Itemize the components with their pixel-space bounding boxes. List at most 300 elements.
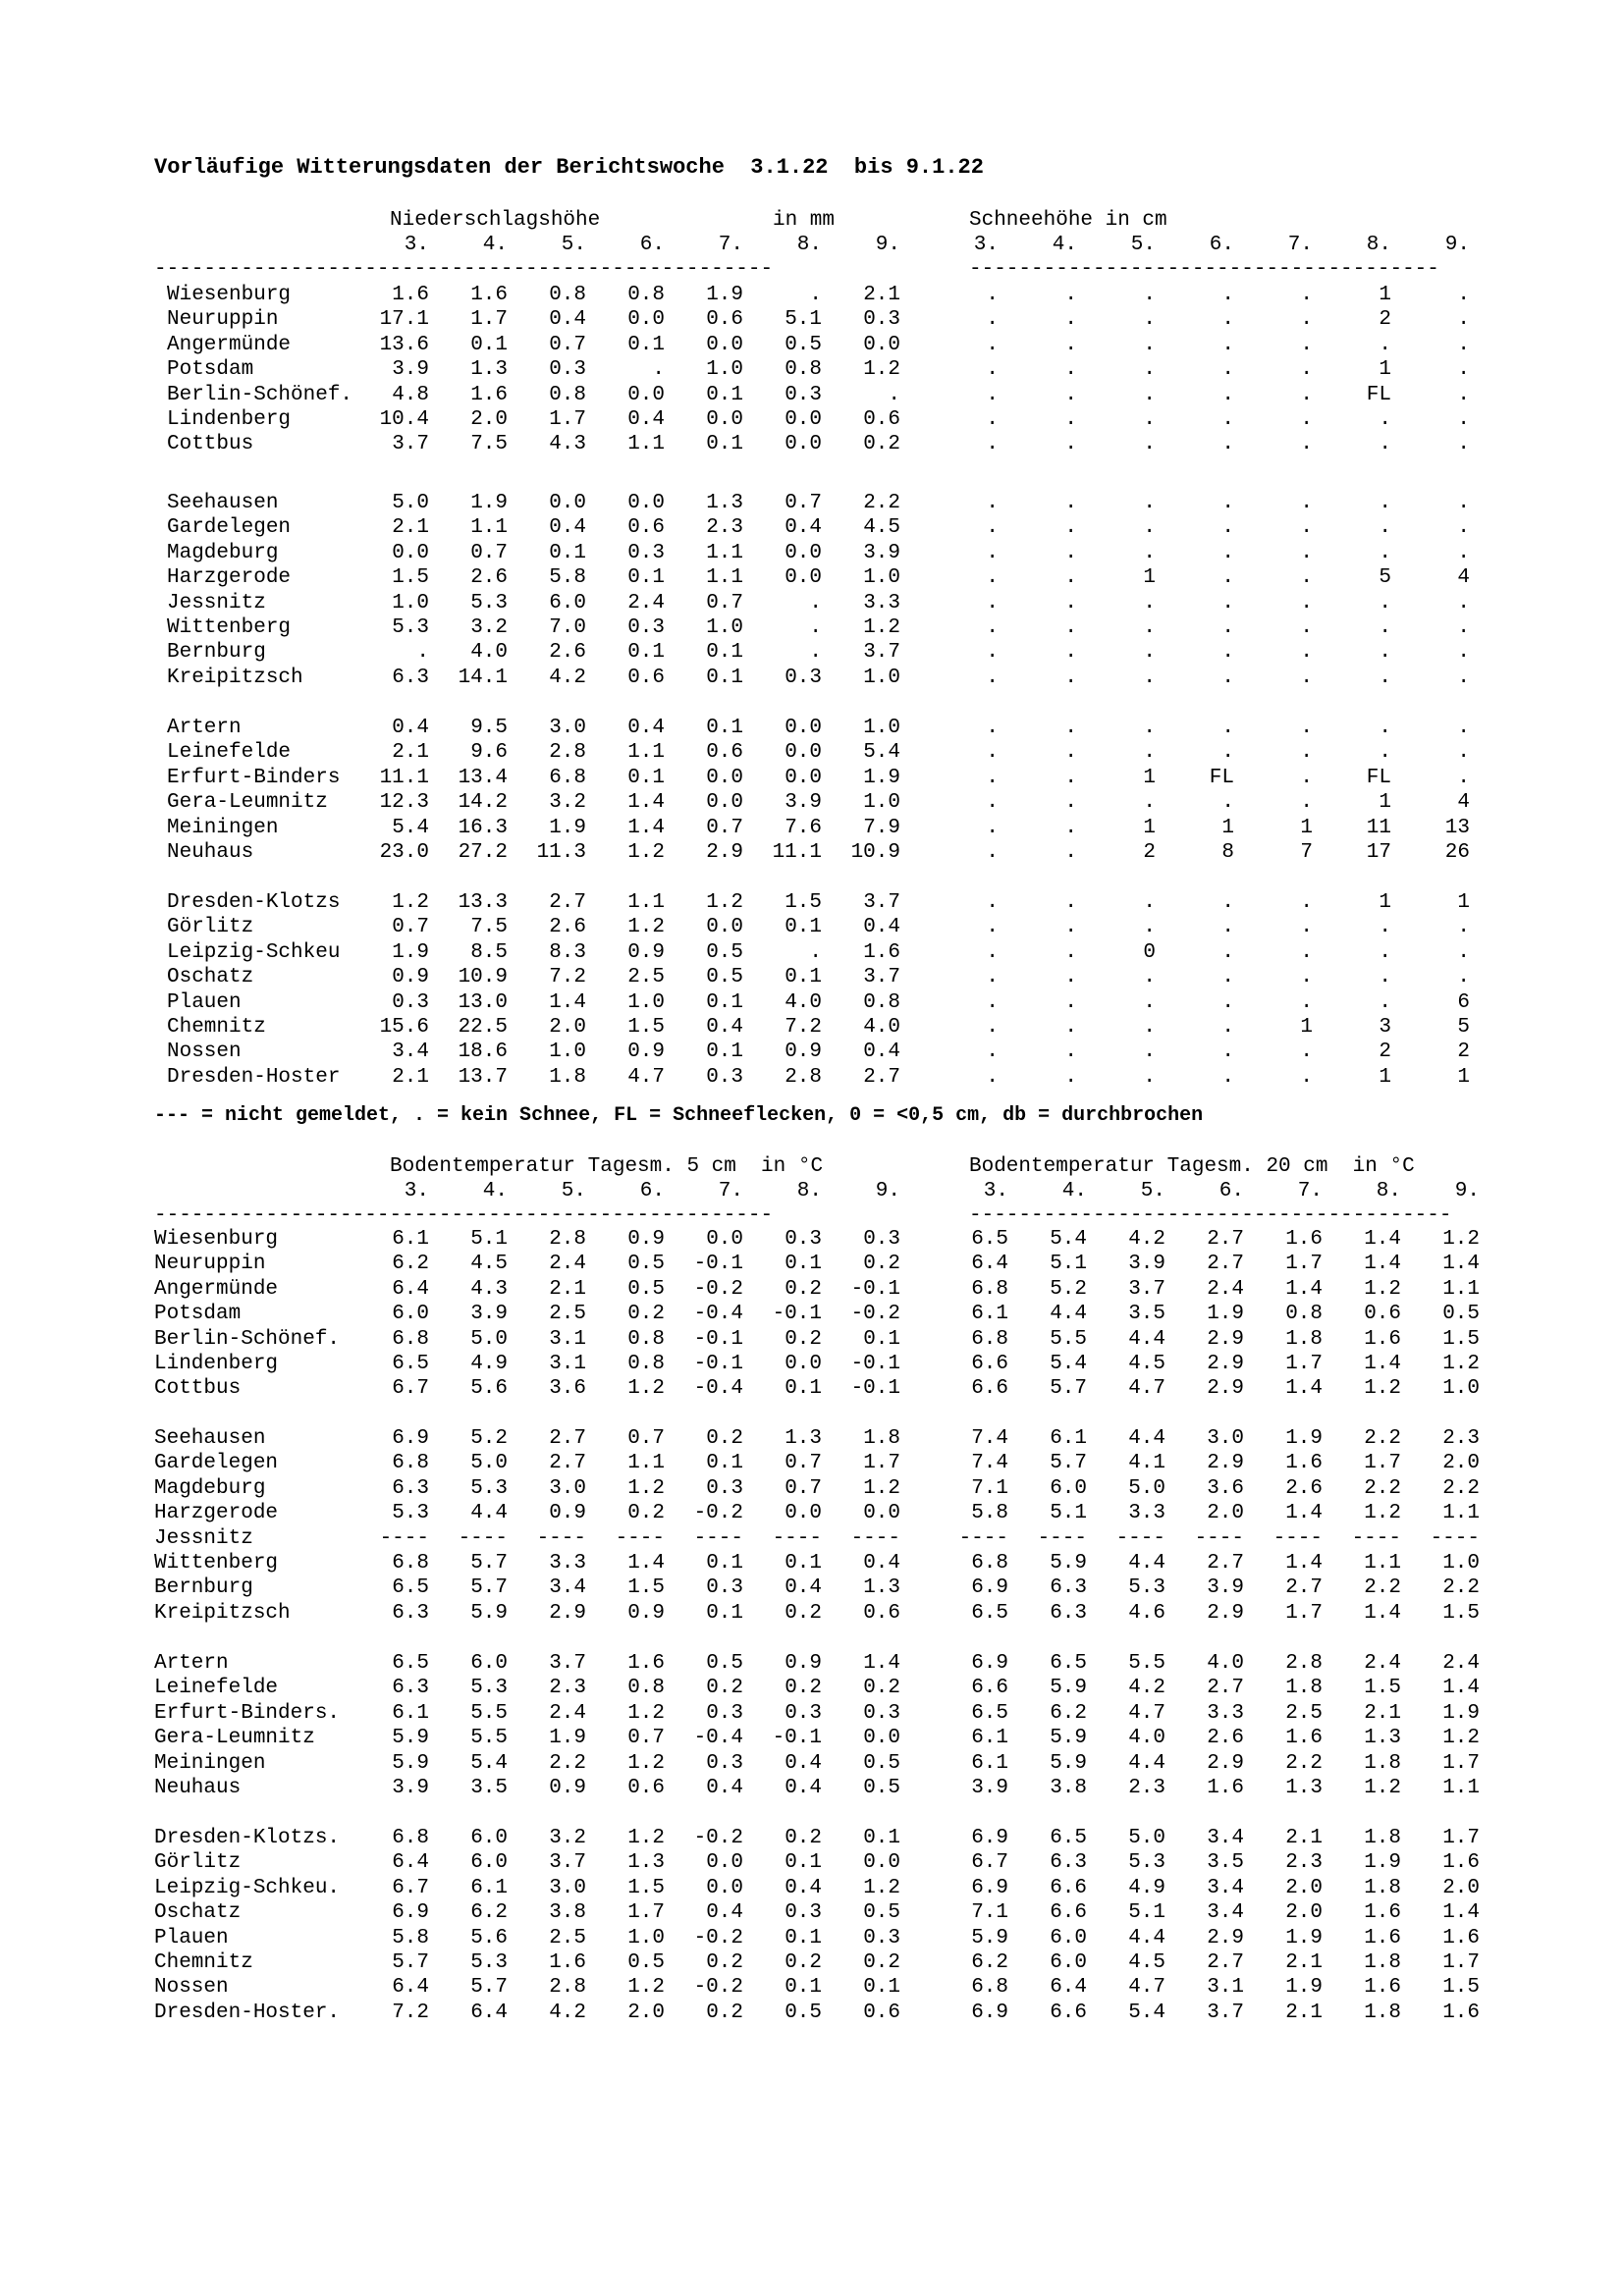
soil20-cell: 2.2	[1364, 1427, 1401, 1450]
precip-cell: 7.2	[549, 966, 586, 989]
soil5-cell: 0.2	[627, 1303, 665, 1326]
snow-cell: .	[1379, 333, 1391, 356]
soil5-cell: ----	[772, 1526, 822, 1550]
snow-cell: .	[986, 383, 999, 406]
soil5-cell: 5.9	[392, 1727, 429, 1750]
soil20-cell: ----	[1351, 1526, 1401, 1550]
soil5-cell: 5.6	[470, 1377, 508, 1401]
precip-cell: 1.9	[706, 284, 743, 306]
snow-cell: .	[1300, 1041, 1313, 1064]
soil20-cell: 1.4	[1442, 1253, 1480, 1276]
precip-cell: 10.9	[458, 966, 508, 989]
soil20-cell: 3.7	[1128, 1277, 1165, 1301]
precip-cell: 2.6	[549, 641, 586, 665]
precip-cell: 2.8	[785, 1065, 822, 1089]
soil5-cell: 4.9	[470, 1353, 508, 1375]
soil20-cell: 3.3	[1207, 1701, 1244, 1725]
snow-cell: .	[1300, 408, 1313, 431]
snow-cell: .	[986, 1016, 999, 1039]
soil5-cell: 0.3	[706, 1576, 743, 1600]
precip-cell: 2.6	[470, 566, 508, 590]
snow-cell: 1	[1457, 1065, 1470, 1089]
precip-cell: 0.4	[863, 916, 900, 939]
soil20-cell: 6.5	[971, 1701, 1008, 1725]
soil20-cell: 5.7	[1050, 1452, 1087, 1475]
precip-cell: 2.0	[549, 1016, 586, 1039]
station-name: Jessnitz	[167, 591, 266, 614]
snow-cell: .	[1379, 641, 1391, 665]
precip-cell: 1.5	[392, 566, 429, 590]
soil5-cell: 0.4	[706, 1901, 743, 1925]
snow-day-header: 6.	[1209, 234, 1234, 256]
snow-cell: .	[986, 541, 999, 564]
soil5-cell: 0.2	[785, 1327, 822, 1351]
snow-cell: .	[1300, 641, 1313, 665]
snow-cell: .	[1300, 358, 1313, 382]
soil5-cell: -0.4	[693, 1303, 743, 1326]
snow-cell: .	[1379, 408, 1391, 431]
soil5-cell: 3.7	[549, 1851, 586, 1875]
soil20-cell: 1.9	[1285, 1427, 1323, 1450]
soil20-cell: 2.1	[1364, 1701, 1401, 1725]
snow-cell: .	[986, 492, 999, 514]
snow-cell: .	[986, 566, 999, 590]
soil5-cell: 0.1	[706, 1552, 743, 1575]
soil5-cell: 5.3	[392, 1502, 429, 1525]
soil5-cell: 1.2	[627, 1751, 665, 1775]
snow-cell: 0	[1143, 940, 1156, 964]
soil5-cell: 6.5	[392, 1652, 429, 1675]
soil5-cell: 1.7	[627, 1901, 665, 1925]
soil5-cell: ----	[615, 1526, 665, 1550]
soil20-cell: 1.9	[1442, 1701, 1480, 1725]
soil20-cell: 4.4	[1128, 1751, 1165, 1775]
precip-cell: .	[888, 383, 900, 406]
snow-cell: .	[986, 841, 999, 864]
soil20-cell: 3.8	[1050, 1777, 1087, 1799]
soil20-cell: 1.6	[1285, 1452, 1323, 1475]
soil5-cell: 0.5	[706, 1652, 743, 1675]
soil5-cell: 2.4	[549, 1701, 586, 1725]
soil5-cell: 5.7	[470, 1576, 508, 1600]
soil5-cell: 1.3	[627, 1851, 665, 1875]
soil20-cell: 1.8	[1364, 1751, 1401, 1775]
soil20-cell: 5.9	[1050, 1751, 1087, 1775]
precip-cell: 0.4	[549, 516, 586, 540]
precip-cell: 1.2	[863, 358, 900, 382]
precip-cell: 1.6	[392, 284, 429, 306]
soil20-cell: 6.1	[971, 1727, 1008, 1750]
soil20-cell: 6.8	[971, 1552, 1008, 1575]
soil5-cell: 1.7	[863, 1452, 900, 1475]
soil20-cell: 2.4	[1442, 1652, 1480, 1675]
soil5-cell: 1.2	[863, 1476, 900, 1500]
snow-cell: .	[1143, 492, 1156, 514]
snow-day-header: 9.	[1444, 234, 1470, 256]
snow-cell: .	[1457, 591, 1470, 614]
soil20-cell: 6.4	[1050, 1976, 1087, 2000]
soil20-cell: 6.0	[1050, 1476, 1087, 1500]
soil5-cell: 0.3	[863, 1228, 900, 1251]
snow-cell: .	[1221, 284, 1234, 306]
snow-cell: .	[1300, 940, 1313, 964]
soil5-cell: 6.0	[470, 1652, 508, 1675]
soil20-cell: 3.5	[1207, 1851, 1244, 1875]
snow-cell: .	[986, 966, 999, 989]
station-name: Plauen	[154, 1926, 229, 1949]
soil20-cell: 6.5	[971, 1228, 1008, 1251]
soil5-cell: 0.0	[706, 1851, 743, 1875]
soil5-cell: 0.5	[627, 1253, 665, 1276]
precip-cell: 1.0	[863, 566, 900, 590]
soil20-cell: 1.3	[1364, 1727, 1401, 1750]
soil5-day-header: 6.	[639, 1180, 665, 1202]
snow-cell: FL	[1366, 766, 1391, 789]
precip-cell: 0.0	[785, 741, 822, 765]
station-name: Dresden-Klotzs	[167, 891, 341, 914]
soil20-cell: 6.6	[971, 1353, 1008, 1375]
soil5-cell: ----	[693, 1526, 743, 1550]
snow-cell: 11	[1366, 816, 1391, 839]
snow-cell: 1	[1143, 816, 1156, 839]
soil5-cell: 0.1	[706, 1452, 743, 1475]
soil20-cell: 4.7	[1128, 1701, 1165, 1725]
soil20-cell: 1.4	[1364, 1601, 1401, 1625]
soil5-cell: 3.8	[549, 1901, 586, 1925]
soil5-cell: 1.6	[627, 1652, 665, 1675]
soil5-cell: -0.1	[693, 1353, 743, 1375]
soil20-cell: 4.4	[1050, 1303, 1087, 1326]
precip-cell: 0.4	[785, 516, 822, 540]
soil20-cell: 1.1	[1442, 1502, 1480, 1525]
precip-cell: 0.4	[627, 408, 665, 431]
snow-cell: .	[1143, 741, 1156, 765]
snow-cell: .	[1064, 940, 1077, 964]
soil20-cell: 6.5	[1050, 1827, 1087, 1849]
snow-cell: .	[1064, 308, 1077, 332]
soil5-cell: 0.3	[706, 1476, 743, 1500]
soil5-cell: 0.2	[706, 1951, 743, 1974]
soil5-cell: 0.9	[627, 1601, 665, 1625]
soil20-cell: 2.8	[1285, 1652, 1323, 1675]
snow-cell: .	[986, 741, 999, 765]
snow-cell: .	[1064, 284, 1077, 306]
snow-cell: .	[1457, 308, 1470, 332]
soil20-cell: 1.8	[1285, 1677, 1323, 1700]
soil20-cell: 5.1	[1128, 1901, 1165, 1925]
precip-cell: 2.8	[549, 741, 586, 765]
precip-cell: 0.0	[785, 717, 822, 739]
soil20-cell: 2.4	[1364, 1652, 1401, 1675]
snow-cell: .	[1221, 990, 1234, 1014]
snow-cell: .	[1379, 616, 1391, 639]
snow-cell: .	[1221, 940, 1234, 964]
station-name: Chemnitz	[167, 1016, 266, 1039]
station-name: Cottbus	[154, 1377, 242, 1401]
snow-cell: 17	[1366, 841, 1391, 864]
soil20-cell: 3.1	[1207, 1976, 1244, 2000]
snow-cell: .	[1379, 741, 1391, 765]
precip-cell: 0.3	[627, 616, 665, 639]
snow-cell: .	[1457, 916, 1470, 939]
station-name: Görlitz	[154, 1851, 242, 1875]
station-name: Harzgerode	[154, 1502, 279, 1525]
snow-cell: .	[1300, 433, 1313, 456]
soil20-cell: 1.7	[1285, 1601, 1323, 1625]
precip-cell: 0.0	[706, 791, 743, 815]
snow-cell: 1	[1379, 891, 1391, 914]
snow-cell: 5	[1457, 1016, 1470, 1039]
precip-cell: 2.2	[863, 492, 900, 514]
station-name: Wiesenburg	[154, 1228, 279, 1251]
soil5-cell: 0.5	[627, 1951, 665, 1974]
soil20-cell: 6.8	[971, 1327, 1008, 1351]
precip-cell: 0.0	[549, 492, 586, 514]
precip-cell: 10.9	[850, 841, 900, 864]
soil20-day-header: 8.	[1376, 1180, 1401, 1202]
soil20-cell: 1.7	[1442, 1751, 1480, 1775]
snow-cell: .	[1143, 641, 1156, 665]
precip-cell: 3.7	[863, 641, 900, 665]
soil20-cell: 3.9	[971, 1777, 1008, 1799]
soil20-cell: 1.5	[1442, 1327, 1480, 1351]
soil5-cell: 0.2	[706, 2001, 743, 2024]
soil20-cell: 0.6	[1364, 1303, 1401, 1326]
soil5-cell: 1.4	[863, 1652, 900, 1675]
precip-cell: 0.7	[785, 492, 822, 514]
snow-cell: .	[986, 1065, 999, 1089]
soil20-cell: 1.7	[1442, 1827, 1480, 1849]
soil5-cell: 0.0	[706, 1876, 743, 1899]
soil5-cell: 3.1	[549, 1353, 586, 1375]
snow-cell: .	[986, 616, 999, 639]
station-name: Magdeburg	[167, 541, 279, 564]
precip-cell: 3.7	[863, 891, 900, 914]
snow-cell: 6	[1457, 990, 1470, 1014]
soil5-cell: 0.1	[785, 1926, 822, 1949]
precip-cell: 1.0	[392, 591, 429, 614]
precip-cell: 0.6	[627, 516, 665, 540]
precip-cell: 3.0	[549, 717, 586, 739]
soil5-header: Bodentemperatur Tagesm. 5 cm in °C	[390, 1155, 824, 1178]
snow-cell: .	[1064, 358, 1077, 382]
precip-cell: 2.9	[706, 841, 743, 864]
soil5-cell: 0.3	[785, 1701, 822, 1725]
soil20-cell: 6.6	[1050, 1901, 1087, 1925]
precip-cell: 0.1	[470, 333, 508, 356]
snow-cell: .	[986, 916, 999, 939]
precip-cell: 7.2	[785, 1016, 822, 1039]
precip-cell: 1.1	[706, 566, 743, 590]
soil5-cell: 0.4	[785, 1751, 822, 1775]
precip-cell: 0.6	[706, 308, 743, 332]
snow-cell: .	[1300, 541, 1313, 564]
soil20-cell: 1.8	[1364, 1827, 1401, 1849]
soil20-cell: 0.8	[1285, 1303, 1323, 1326]
soil5-day-header: 9.	[875, 1180, 900, 1202]
soil20-cell: 2.5	[1285, 1701, 1323, 1725]
snow-cell: .	[1300, 966, 1313, 989]
soil20-cell: 1.1	[1442, 1777, 1480, 1799]
soil5-cell: 4.3	[470, 1277, 508, 1301]
soil20-cell: 2.1	[1285, 2001, 1323, 2024]
precip-cell: 14.2	[458, 791, 508, 815]
snow-cell: .	[1300, 284, 1313, 306]
precip-cell: 1.9	[863, 766, 900, 789]
snow-cell: .	[1221, 383, 1234, 406]
snow-cell: .	[1457, 741, 1470, 765]
snow-cell: .	[1064, 816, 1077, 839]
soil20-cell: 1.7	[1285, 1353, 1323, 1375]
snow-cell: .	[986, 433, 999, 456]
soil5-cell: 0.0	[706, 1228, 743, 1251]
precip-cell: 0.4	[392, 717, 429, 739]
soil20-cell: 4.1	[1128, 1452, 1165, 1475]
snow-cell: .	[1457, 516, 1470, 540]
snow-cell: .	[1143, 1041, 1156, 1064]
soil20-cell: 2.6	[1285, 1476, 1323, 1500]
soil20-cell: 4.7	[1128, 1377, 1165, 1401]
soil20-cell: 2.2	[1442, 1476, 1480, 1500]
snow-cell: .	[1064, 516, 1077, 540]
soil5-cell: -0.1	[772, 1727, 822, 1750]
snow-cell: 13	[1444, 816, 1470, 839]
soil5-cell: 5.9	[392, 1751, 429, 1775]
soil5-cell: 6.8	[392, 1452, 429, 1475]
precip-cell: 0.0	[627, 383, 665, 406]
soil5-cell: 6.0	[392, 1303, 429, 1326]
snow-cell: .	[1221, 1016, 1234, 1039]
station-name: Leipzig-Schkeu	[167, 940, 341, 964]
soil5-cell: 3.0	[549, 1876, 586, 1899]
soil20-cell: 5.4	[1128, 2001, 1165, 2024]
snow-cell: .	[1221, 666, 1234, 689]
precip-day-header: 9.	[875, 234, 900, 256]
station-name: Angermünde	[167, 333, 292, 356]
station-name: Bernburg	[154, 1576, 253, 1600]
soil20-cell: 4.9	[1128, 1876, 1165, 1899]
station-name: Görlitz	[167, 916, 254, 939]
soil5-cell: 0.3	[863, 1701, 900, 1725]
precip-cell: 4.0	[863, 1016, 900, 1039]
precip-cell: 8.3	[549, 940, 586, 964]
snow-cell: .	[1379, 990, 1391, 1014]
snow-cell: .	[1143, 616, 1156, 639]
soil5-cell: -0.2	[693, 1926, 743, 1949]
precip-cell: 1.7	[549, 408, 586, 431]
precip-cell: 5.4	[863, 741, 900, 765]
precip-cell: 7.6	[785, 816, 822, 839]
soil5-cell: 0.0	[863, 1727, 900, 1750]
soil5-cell: 2.5	[549, 1303, 586, 1326]
station-name: Wittenberg	[167, 616, 292, 639]
soil20-cell: ----	[958, 1526, 1008, 1550]
soil20-cell: 1.0	[1442, 1377, 1480, 1401]
precip-cell: 0.1	[706, 717, 743, 739]
snow-cell: .	[1143, 1016, 1156, 1039]
snow-cell: .	[1064, 841, 1077, 864]
precip-cell: 1.0	[863, 717, 900, 739]
precip-cell: 0.0	[706, 916, 743, 939]
precip-cell: 0.0	[863, 333, 900, 356]
snow-cell: .	[1457, 541, 1470, 564]
precip-day-header: 4.	[482, 234, 508, 256]
precip-cell: 3.7	[392, 433, 429, 456]
snow-cell: .	[1300, 383, 1313, 406]
soil5-cell: 0.0	[863, 1502, 900, 1525]
precip-cell: 0.0	[785, 766, 822, 789]
station-name: Potsdam	[154, 1303, 242, 1326]
soil20-cell: 1.9	[1285, 1976, 1323, 2000]
snow-cell: .	[1143, 1065, 1156, 1089]
soil5-cell: 0.1	[863, 1976, 900, 2000]
soil5-cell: 0.8	[627, 1677, 665, 1700]
precip-cell: 1.6	[470, 383, 508, 406]
station-name: Harzgerode	[167, 566, 292, 590]
soil20-cell: 6.1	[971, 1751, 1008, 1775]
soil20-cell: 3.6	[1207, 1476, 1244, 1500]
snow-cell: .	[1064, 616, 1077, 639]
soil5-cell: 0.0	[863, 1851, 900, 1875]
snow-cell: .	[986, 766, 999, 789]
soil5-cell: 5.1	[470, 1228, 508, 1251]
precip-cell: 0.1	[706, 433, 743, 456]
snow-cell: .	[1379, 940, 1391, 964]
snow-cell: .	[1457, 666, 1470, 689]
snow-cell: .	[986, 308, 999, 332]
soil5-cell: 6.7	[392, 1876, 429, 1899]
soil5-cell: 6.1	[392, 1701, 429, 1725]
soil20-cell: 1.9	[1364, 1851, 1401, 1875]
soil5-cell: 4.2	[549, 2001, 586, 2024]
soil20-cell: 5.9	[1050, 1677, 1087, 1700]
snow-cell: .	[1300, 591, 1313, 614]
soil20-cell: 2.3	[1128, 1777, 1165, 1799]
precip-cell: 0.5	[706, 966, 743, 989]
snow-cell: .	[1064, 492, 1077, 514]
soil5-cell: 0.1	[785, 1976, 822, 2000]
soil5-cell: 0.1	[785, 1377, 822, 1401]
soil20-cell: 1.8	[1285, 1327, 1323, 1351]
soil5-cell: 0.1	[706, 1601, 743, 1625]
soil20-cell: 2.0	[1285, 1876, 1323, 1899]
precip-header: Niederschlagshöhe	[390, 209, 601, 232]
snow-cell: .	[1064, 990, 1077, 1014]
snow-cell: .	[1143, 308, 1156, 332]
snow-cell: .	[1221, 408, 1234, 431]
snow-cell: .	[1064, 408, 1077, 431]
precip-cell: 1.6	[470, 284, 508, 306]
soil5-cell: 1.6	[549, 1951, 586, 1974]
precip-cell: 1.9	[392, 940, 429, 964]
soil20-cell: 2.0	[1442, 1876, 1480, 1899]
soil20-cell: 4.4	[1128, 1327, 1165, 1351]
soil5-cell: 0.2	[706, 1427, 743, 1450]
precip-cell: 5.3	[392, 616, 429, 639]
snow-cell: .	[1064, 1065, 1077, 1089]
soil20-cell: 4.4	[1128, 1926, 1165, 1949]
soil20-cell: 1.4	[1364, 1228, 1401, 1251]
station-name: Gera-Leumnitz	[154, 1727, 315, 1750]
soil5-cell: 5.5	[470, 1701, 508, 1725]
precip-cell: 13.4	[458, 766, 508, 789]
snow-cell: .	[986, 717, 999, 739]
station-name: Chemnitz	[154, 1951, 253, 1974]
precip-cell: 2.1	[863, 284, 900, 306]
report-title: Vorläufige Witterungsdaten der Berichtswoche 3.1.22 bis 9.1.22	[154, 155, 984, 180]
snow-cell: .	[1300, 916, 1313, 939]
precip-cell: 0.6	[627, 666, 665, 689]
